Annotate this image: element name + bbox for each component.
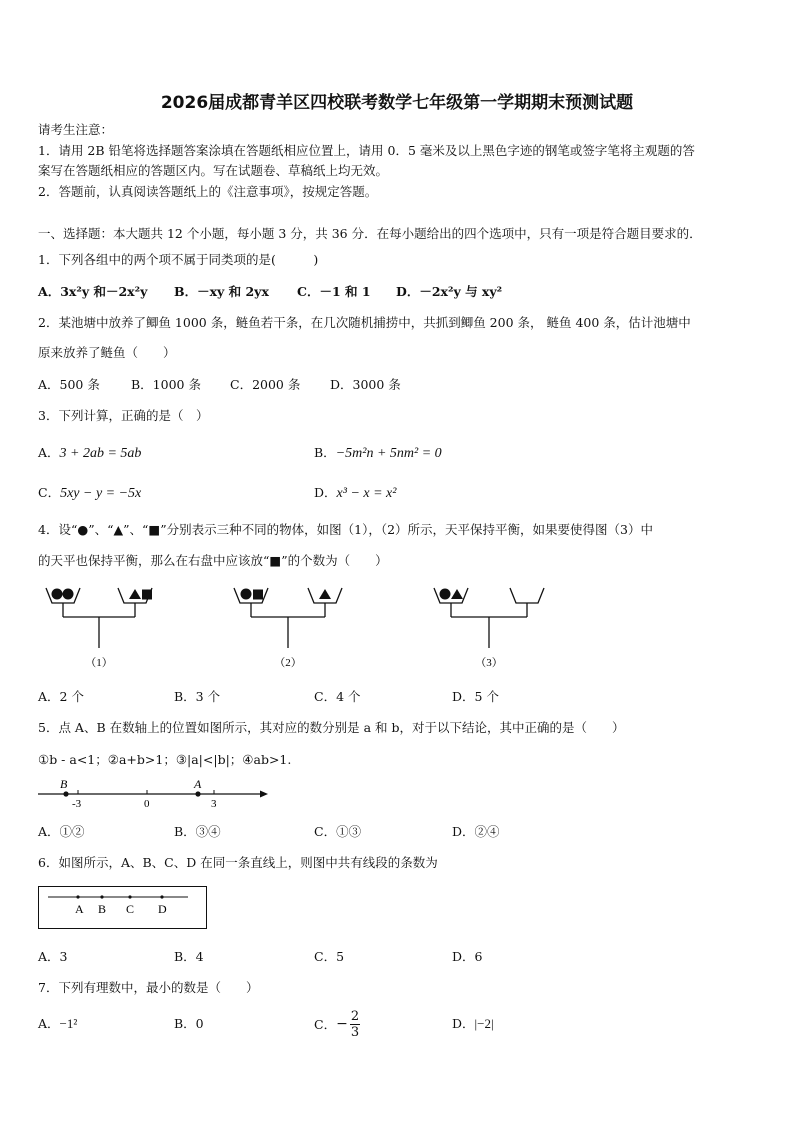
fraction-numerator: 2 <box>350 1008 360 1024</box>
q3-option-a-expression: 3 + 2ab = 5ab <box>59 446 142 461</box>
point-b <box>100 895 103 898</box>
square-object <box>253 590 263 600</box>
q3-option-a-label: A． <box>38 445 60 460</box>
tick-label-0: 0 <box>144 798 150 810</box>
point-d-label: D <box>158 902 167 916</box>
tick-label-3: 3 <box>211 798 217 810</box>
q5-conclusions: ①b - a<1；②a+b>1；③|a|<|b|；④ab>1. <box>38 752 292 767</box>
fraction-denominator: 3 <box>350 1024 360 1040</box>
q7-option-c <box>314 1004 360 1044</box>
q1-option-d: D．－2x²y 与 xy² <box>396 284 503 299</box>
q7-option-a-label: A． <box>38 1016 60 1031</box>
q7-option-d <box>452 1014 494 1032</box>
point-a-label: A <box>194 777 202 791</box>
q6-stem: 6．如图所示，A、B、C、D 在同一条直线上，则图中共有线段的条数为 <box>38 855 438 870</box>
q7-option-c-fraction <box>350 1009 360 1040</box>
q3-option-a <box>38 443 141 462</box>
q5-option-a: A．①② <box>38 824 85 839</box>
q4-option-a: A．2 个 <box>38 689 84 704</box>
q6-option-d: D．6 <box>452 949 483 964</box>
q2-stem-line-1: 2．某池塘中放养了鲫鱼 1000 条，鲢鱼若干条，在几次随机捕捞中，共抓到鲫鱼 200 条， 鲢鱼 400 条，估计池塘中 <box>38 315 691 330</box>
q2-option-d: D．3000 条 <box>330 377 401 392</box>
point-b-label: B <box>98 902 107 916</box>
q2-stem-line-2: 原来放养了鲢鱼（ ） <box>38 345 176 360</box>
q7-option-c-label: C． <box>314 1017 337 1032</box>
q4-stem-line-1: 4．设“●”、“▲”、“■”分别表示三种不同的物体，如图（1），（2）所示，天平保持平衡，如果要使得图（3）中 <box>38 522 653 537</box>
point-a <box>195 791 200 796</box>
q3-option-b <box>314 443 442 462</box>
square-object <box>142 590 152 600</box>
q4-option-d: D．5 个 <box>452 689 499 704</box>
arrow-head-icon <box>260 791 268 798</box>
q3-option-c <box>38 483 141 502</box>
notice-heading: 请考生注意： <box>38 122 114 137</box>
point-b-label: B <box>60 777 68 791</box>
point-c-label: C <box>126 902 135 916</box>
point-a <box>76 895 79 898</box>
q2-option-b: B．1000 条 <box>131 377 201 392</box>
q3-option-b-label: B． <box>314 445 336 460</box>
fig-3-label: （3） <box>475 657 503 669</box>
notice-item-1-line-1: 1．请用 2B 铅笔将选择题答案涂填在答题纸相应位置上，请用 0．5 毫米及以上黑色字迹的钢笔或签字笔将主观题的答 <box>38 143 695 158</box>
q3-option-c-expression: 5xy − y = −5x <box>60 486 142 501</box>
q5-option-c: C．①③ <box>314 824 362 839</box>
figure-frame <box>39 887 207 929</box>
q4-option-b: B．3 个 <box>174 689 221 704</box>
q6-option-c: C．5 <box>314 949 345 964</box>
q3-option-d-expression: x³ − x = x² <box>336 486 397 501</box>
q4-option-c: C．4 个 <box>314 689 361 704</box>
fig-2-label: （2） <box>274 657 302 669</box>
triangle-object <box>451 589 463 599</box>
q5-option-b: B．③④ <box>174 824 221 839</box>
q7-option-a-expression: −1² <box>59 1016 78 1031</box>
q3-option-c-label: C． <box>38 485 61 500</box>
q3-option-b-expression: −5m²n + 5nm² = 0 <box>335 446 442 461</box>
circle-object <box>63 589 74 600</box>
q2-option-c: C．2000 条 <box>230 377 301 392</box>
q3-option-d <box>314 483 396 502</box>
notice-item-2: 2．答题前，认真阅读答题纸上的《注意事项》，按规定答题。 <box>38 184 378 199</box>
circle-object <box>241 589 252 600</box>
circle-object <box>440 589 451 600</box>
point-a-label: A <box>75 902 84 916</box>
point-c <box>128 895 131 898</box>
q1-option-a: A．3x²y 和－2x²y <box>38 284 148 299</box>
q5-number-line <box>36 774 272 810</box>
triangle-object <box>129 589 141 599</box>
balance-3 <box>434 588 544 648</box>
q7-option-c-sign: − <box>336 1016 348 1032</box>
q1-option-b: B．－xy 和 2yx <box>174 284 269 299</box>
q5-option-d: D．②④ <box>452 824 500 839</box>
q4-stem-line-2: 的天平也保持平衡，那么在右盘中应该放“■”的个数为（ ） <box>38 553 388 568</box>
point-d <box>160 895 163 898</box>
section-1-heading: 一、选择题：本大题共 12 个小题，每小题 3 分，共 36 分．在每小题给出的四个选项中，只有一项是符合题目要求的． <box>38 226 702 241</box>
q4-balance-figures <box>38 580 558 672</box>
q6-option-a: A．3 <box>38 949 68 964</box>
q1-stem: 1．下列各组中的两个项不属于同类项的是( ) <box>38 252 319 267</box>
q7-option-a <box>38 1014 77 1032</box>
q7-stem: 7．下列有理数中，最小的数是（ ） <box>38 980 259 995</box>
q1-option-c: C．－1 和 1 <box>297 284 371 299</box>
q5-stem: 5．点 A、B 在数轴上的位置如图所示，其对应的数分别是 a 和 b，对于以下结论，其中正确的是（ ） <box>38 720 625 735</box>
fig-1-label: （1） <box>85 657 113 669</box>
page-title: 2026届成都青羊区四校联考数学七年级第一学期期末预测试题 <box>160 93 634 113</box>
triangle-object <box>319 589 331 599</box>
q7-option-b: B．0 <box>174 1016 204 1031</box>
q3-option-d-label: D． <box>314 485 337 500</box>
circle-object <box>52 589 63 600</box>
q6-option-b: B．4 <box>174 949 204 964</box>
tick-label-minus-3: -3 <box>72 798 82 810</box>
q2-option-a: A．500 条 <box>38 377 100 392</box>
q6-figure <box>38 886 208 930</box>
q7-option-d-expression: |−2| <box>474 1016 494 1031</box>
q3-stem: 3．下列计算，正确的是（ ） <box>38 408 209 423</box>
q7-option-d-label: D． <box>452 1016 475 1031</box>
point-b <box>63 791 68 796</box>
notice-item-1-line-2: 案写在答题纸相应的答题区内。写在试题卷、草稿纸上均无效。 <box>38 163 389 178</box>
